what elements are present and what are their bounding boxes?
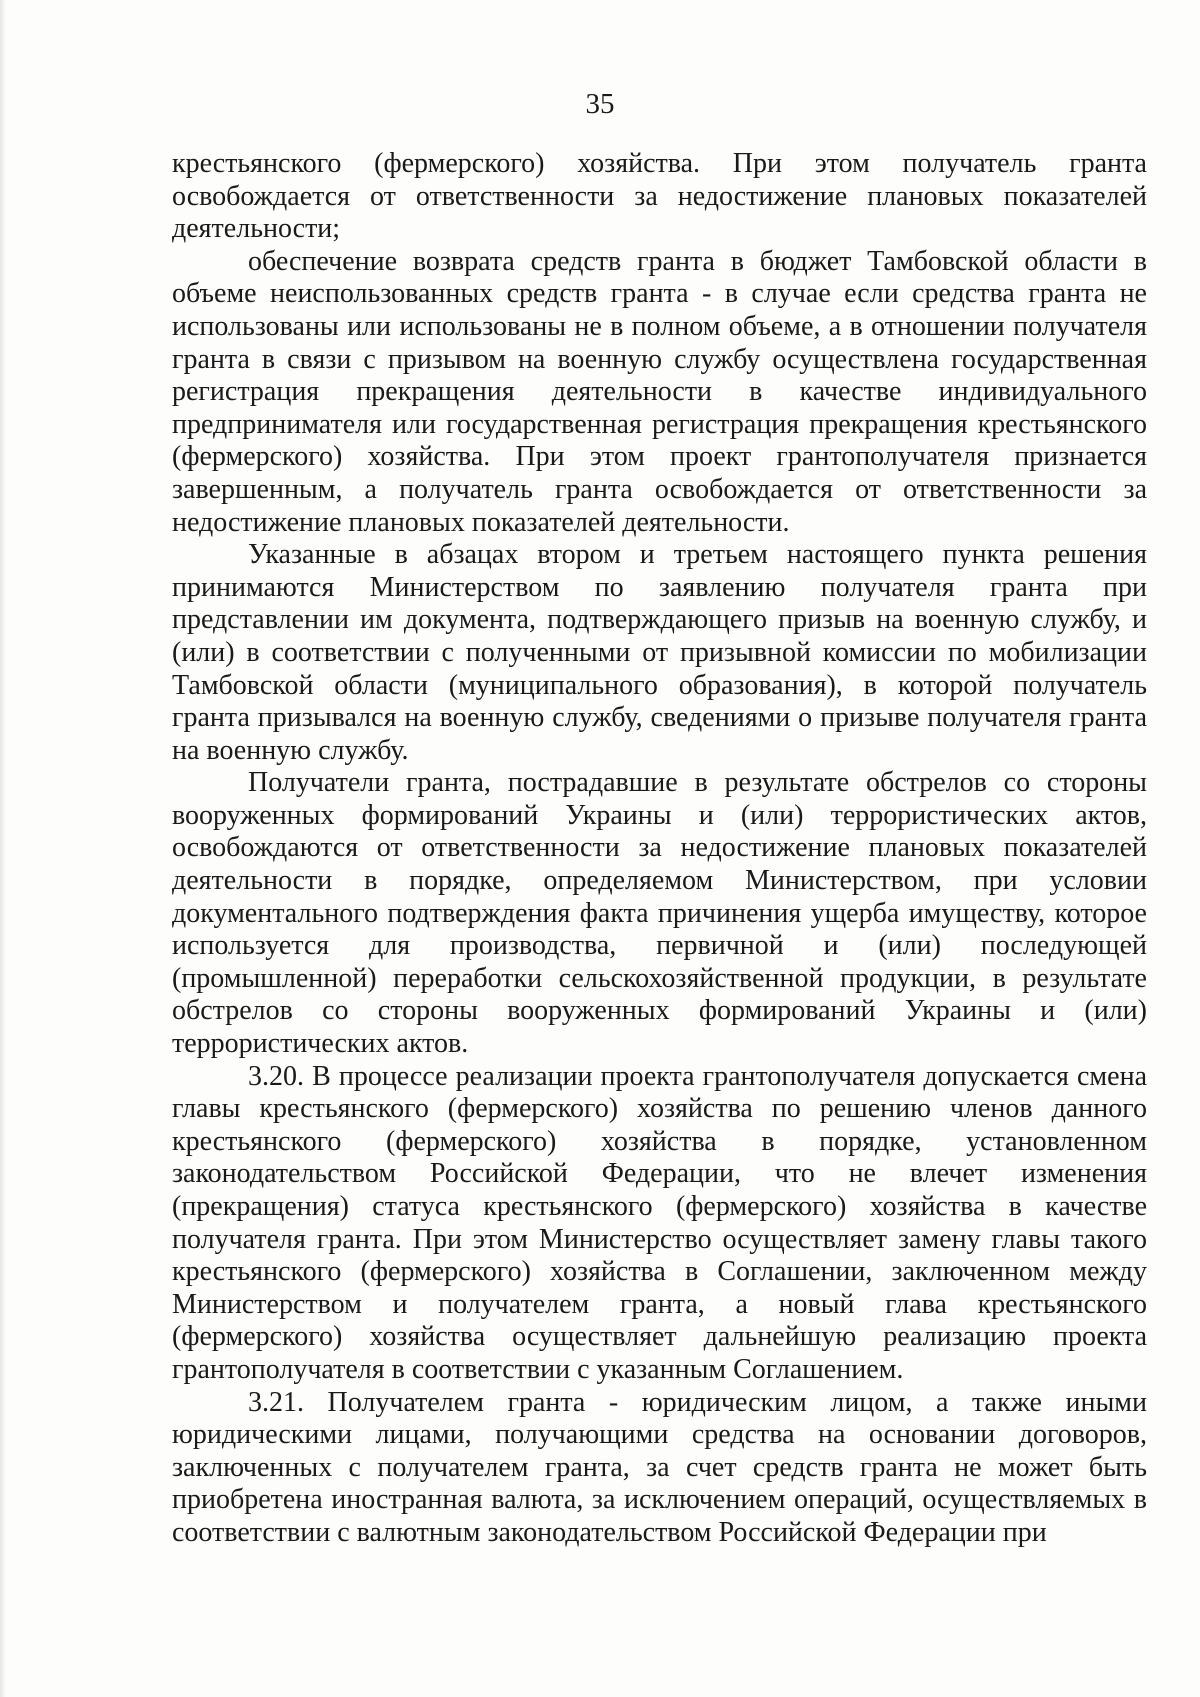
paragraph-clause-3-21: 3.21. Получателем гранта - юридическим лицом, а также иными юридическими лицами, получающими средства на основании договоров, заключенных с получателем гранта, за счет средств гранта не может быть приобретена иностранная валюта, за исключением операций, осуществляемых в соответствии с валютным законодательством Российской Федерации при <box>172 1386 1147 1548</box>
paragraph-decisions: Указанные в абзацах втором и третьем настоящего пункта решения принимаются Министерством по заявлению получателя гранта при представлении им документа, подтверждающего призыв на военную службу, и (или) в соответствии с полученными от призывной комиссии по мобилизации Тамбовской области (муниципального образования), в которой получатель гранта призывался на военную службу, сведениями о призыве получателя гранта на военную службу. <box>172 539 1147 766</box>
document-body <box>172 148 1147 1550</box>
paragraph-continuation: крестьянского (фермерского) хозяйства. При этом получатель гранта освобождается от ответственности за недостижение плановых показателей деятельности; <box>172 148 1147 245</box>
paragraph-grant-refund: обеспечение возврата средств гранта в бюджет Тамбовской области в объеме неиспользованных средств гранта - в случае если средства гранта не использованы или использованы не в полном объеме, а в отношении получателя гранта в связи с призывом на военную службу осуществлена государственная регистрация прекращения деятельности в качестве индивидуального предпринимателя или государственная регистрация прекращения крестьянского (фермерского) хозяйства. При этом проект грантополучателя признается завершенным, а получатель гранта освобождается от ответственности за недостижение плановых показателей деятельности. <box>172 245 1147 538</box>
paragraph-clause-3-20: 3.20. В процессе реализации проекта грантополучателя допускается смена главы крестьянского (фермерского) хозяйства по решению членов данного крестьянского (фермерского) хозяйства в порядке, установленном законодательством Российской Федерации, что не влечет изменения (прекращения) статуса крестьянского (фермерского) хозяйства в качестве получателя гранта. При этом Министерство осуществляет замену главы такого крестьянского (фермерского) хозяйства в Соглашении, заключенном между Министерством и получателем гранта, а новый глава крестьянского (фермерского) хозяйства осуществляет дальнейшую реализацию проекта грантополучателя в соответствии с указанным Соглашением. <box>172 1060 1147 1385</box>
page-number: 35 <box>585 88 615 120</box>
paragraph-shelling-victims: Получатели гранта, пострадавшие в результате обстрелов со стороны вооруженных формирований Украины и (или) террористических актов, освобождаются от ответственности за недостижение плановых показателей деятельности в порядке, определяемом Министерством, при условии документального подтверждения факта причинения ущерба имуществу, которое используется для производства, первичной и (или) последующей (промышленной) переработки сельскохозяйственной продукции, в результате обстрелов со стороны вооруженных формирований Украины и (или) террористических актов. <box>172 767 1147 1060</box>
scan-edge-shadow <box>0 0 6 1697</box>
